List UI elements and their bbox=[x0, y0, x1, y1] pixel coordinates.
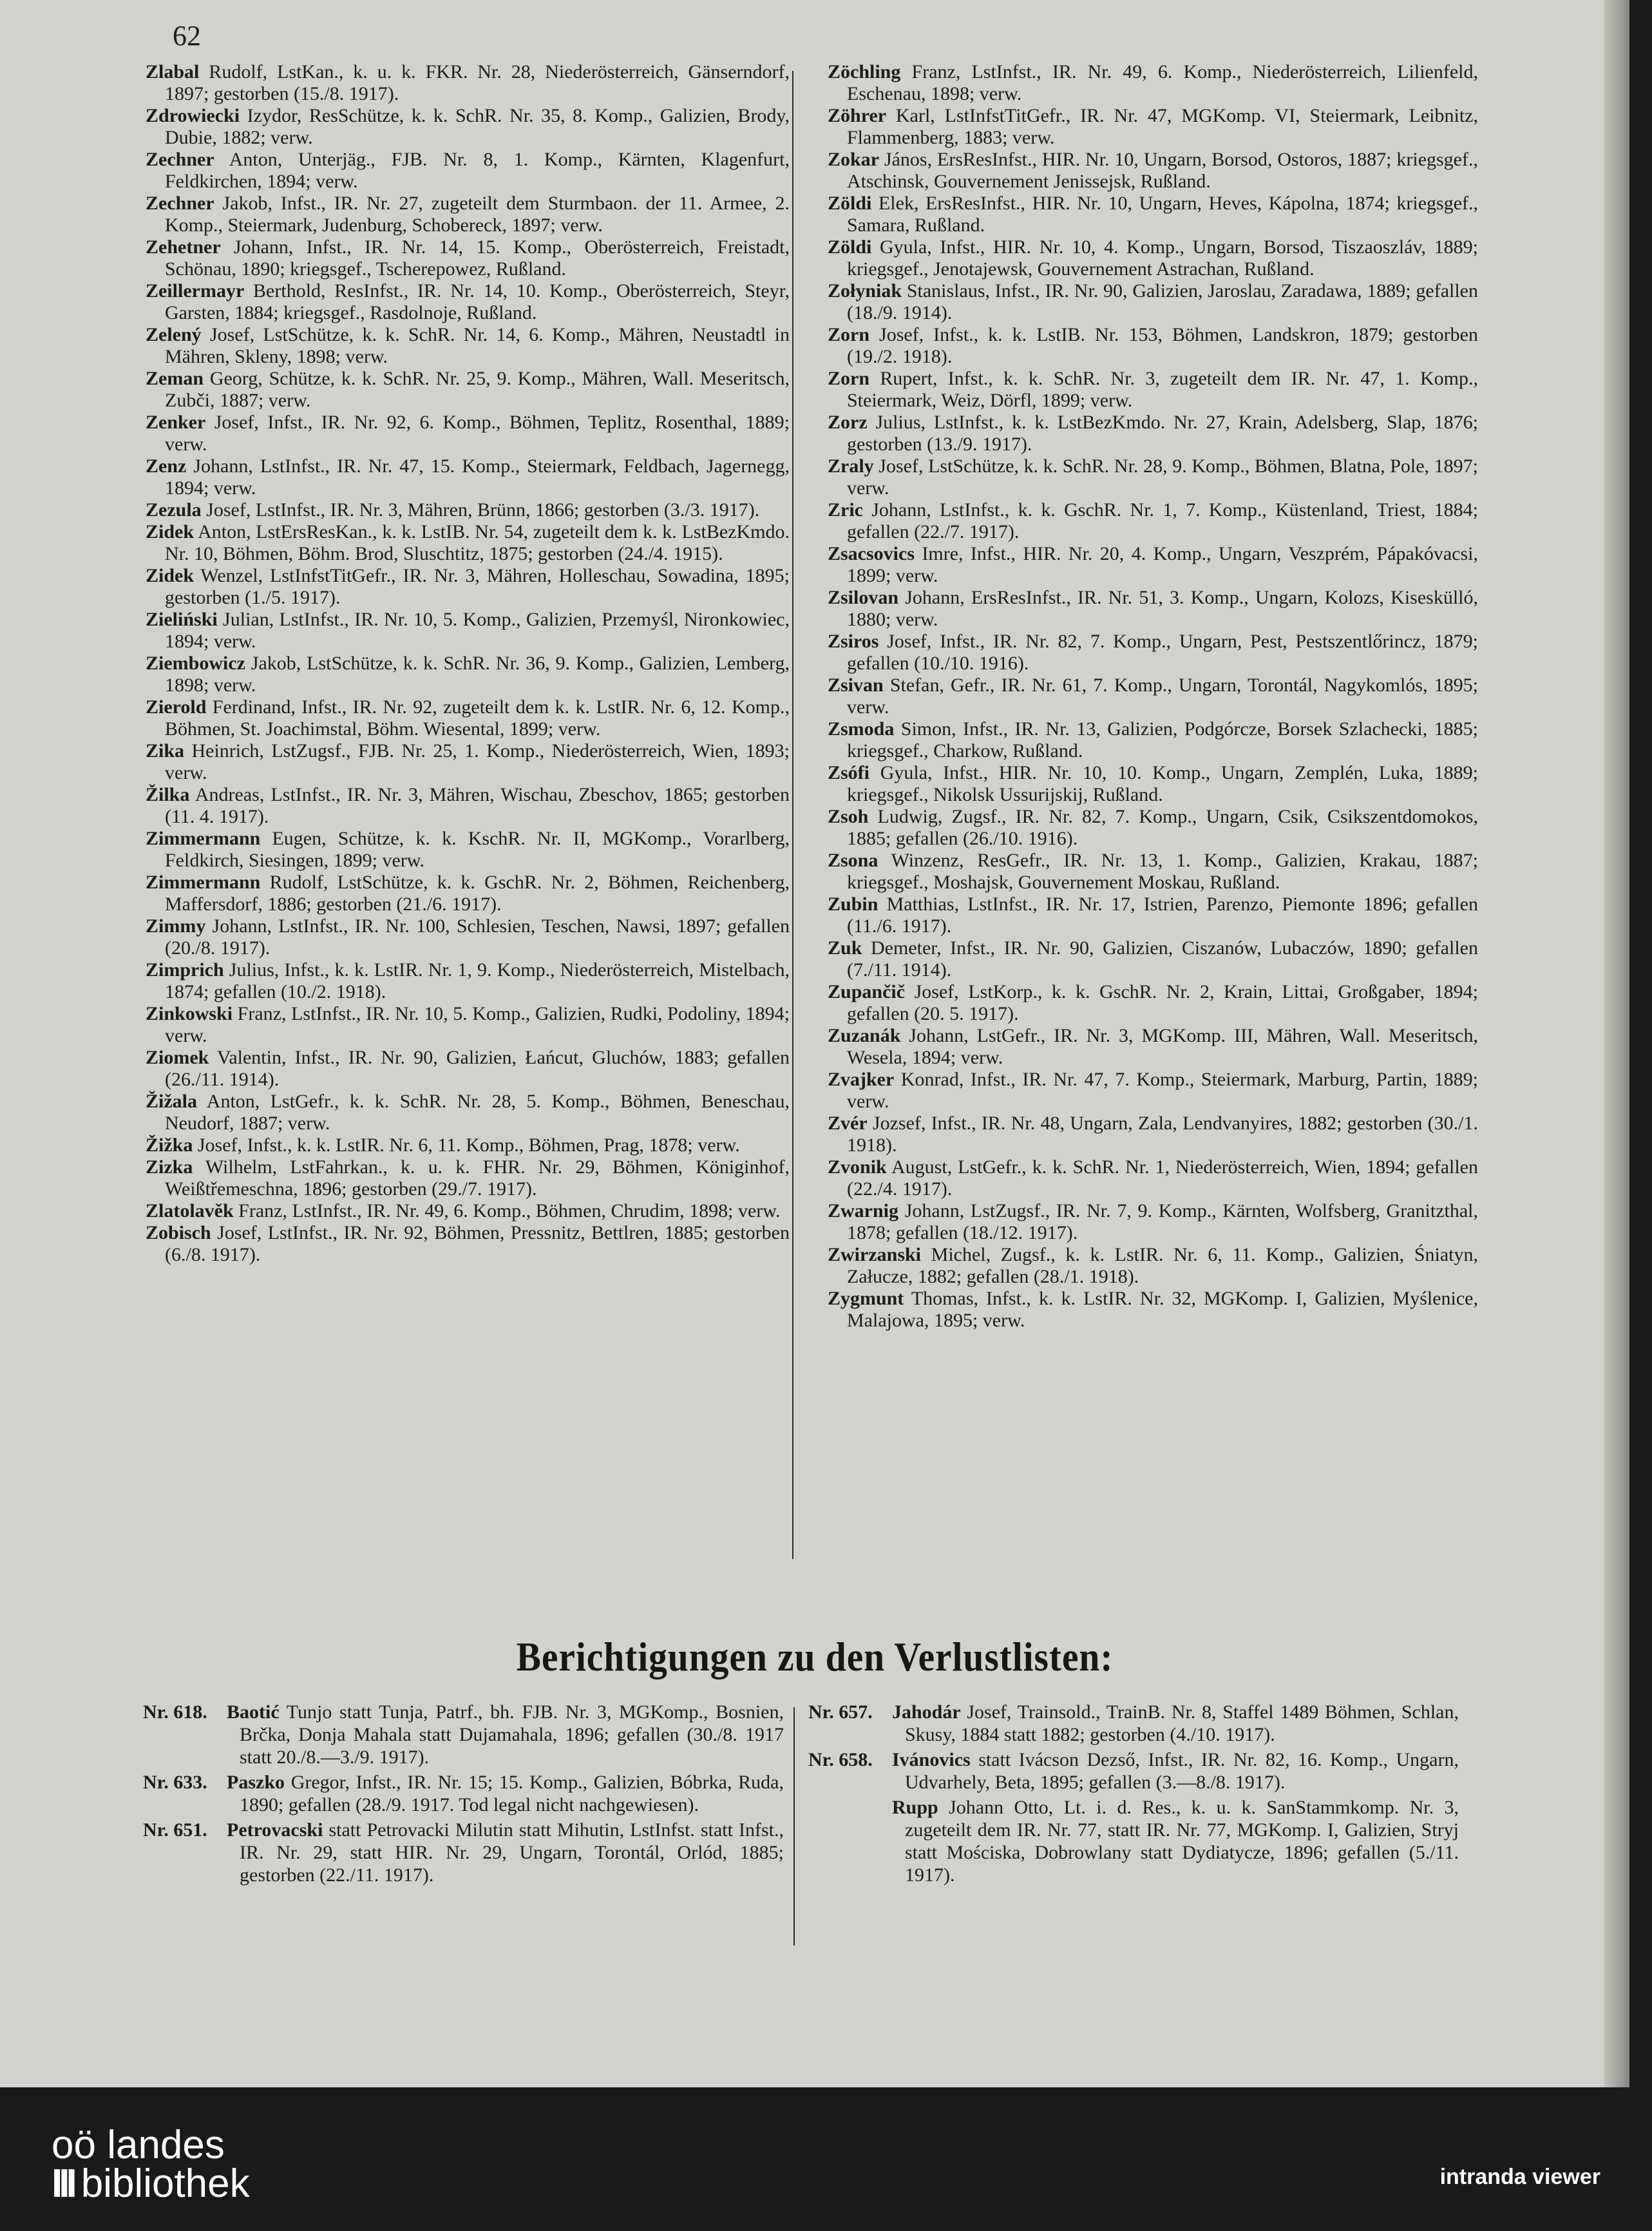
entry-details: Gyula, Infst., HIR. Nr. 10, 10. Komp., Ungarn, Zemplén, Luka, 1889; kriegsgef., Nikolsk Ussurijskij, Rußland. bbox=[847, 762, 1478, 805]
entry-details: Michel, Zugsf., k. k. LstIR. Nr. 6, 11. Komp., Galizien, Śniatyn, Załucze, 1882; gefallen (28./1. 1918). bbox=[847, 1244, 1478, 1287]
entry-surname: Zuk bbox=[828, 937, 862, 959]
entry-details: Gyula, Infst., HIR. Nr. 10, 4. Komp., Ungarn, Borsod, Tiszaoszláv, 1889; kriegsgef., Jenotajewsk, Gouvernement Astrachan, Rußland. bbox=[847, 236, 1478, 280]
list-entry bbox=[146, 1091, 790, 1135]
column-rule bbox=[792, 71, 793, 1559]
entry-surname: Zlatolavěk bbox=[146, 1200, 234, 1221]
entry-details: Johann, LstInfst., IR. Nr. 47, 15. Komp., Steiermark, Feldbach, Jagernegg, 1894; verw. bbox=[165, 455, 790, 499]
entry-surname: Petrovacski bbox=[227, 1819, 323, 1841]
entry-surname: Zöldi bbox=[828, 193, 872, 214]
entry-surname: Zenz bbox=[146, 455, 187, 477]
entry-surname: Zobisch bbox=[146, 1222, 211, 1243]
list-entry bbox=[828, 806, 1478, 850]
entry-surname: Zizka bbox=[146, 1156, 193, 1178]
entry-surname: Zsoh bbox=[828, 806, 869, 827]
entry-details: Franz, LstInfst., IR. Nr. 49, 6. Komp., Böhmen, Chrudim, 1898; verw. bbox=[233, 1200, 781, 1221]
entry-details: Josef, Infst., IR. Nr. 92, 6. Komp., Böhmen, Teplitz, Rosenthal, 1889; verw. bbox=[165, 412, 790, 455]
entry-details: Simon, Infst., IR. Nr. 13, Galizien, Podgórcze, Borsek Szlachecki, 1885; kriegsgef., Charkow, Rußland. bbox=[847, 718, 1478, 761]
list-number: Nr. 651. bbox=[143, 1819, 207, 1841]
list-entry bbox=[146, 280, 790, 324]
entry-surname: Zvér bbox=[828, 1113, 868, 1134]
entry-details: Eugen, Schütze, k. k. KschR. Nr. II, MGKomp., Vorarlberg, Feldkirch, Siesingen, 1899; verw. bbox=[165, 828, 790, 871]
entry-surname: Žilka bbox=[146, 784, 190, 805]
entry-details: Berthold, ResInfst., IR. Nr. 14, 10. Komp., Oberösterreich, Steyr, Garsten, 1884; kriegsgef., Rasdolnoje, Rußland. bbox=[165, 280, 790, 323]
entry-surname: Zimmermann bbox=[146, 828, 261, 849]
entry-details: Josef, LstSchütze, k. k. SchR. Nr. 14, 6. Komp., Mähren, Neustadtl in Mähren, Skleny, 1898; verw. bbox=[165, 324, 790, 367]
entry-details: Anton, LstGefr., k. k. SchR. Nr. 28, 5. Komp., Böhmen, Beneschau, Neudorf, 1887; verw. bbox=[165, 1091, 790, 1134]
list-entry bbox=[828, 543, 1478, 587]
entry-details: Ferdinand, Infst., IR. Nr. 92, zugeteilt dem k. k. LstIR. Nr. 6, 12. Komp., Böhmen, St. Joachimstal, Böhm. Wiesental, 1899; verw. bbox=[165, 696, 790, 740]
entry-details: Johann, LstGefr., IR. Nr. 3, MGKomp. III, Mähren, Wall. Meseritsch, Wesela, 1894; verw. bbox=[847, 1025, 1478, 1068]
entry-details: Konrad, Infst., IR. Nr. 47, 7. Komp., Steiermark, Marburg, Partin, 1889; verw. bbox=[847, 1069, 1478, 1112]
entry-details: Johann, LstInfst., k. k. GschR. Nr. 1, 7. Komp., Küstenland, Triest, 1884; gefallen (22./7. 1917). bbox=[847, 499, 1478, 542]
entry-surname: Zidek bbox=[146, 565, 195, 586]
entry-details: Jakob, Infst., IR. Nr. 27, zugeteilt dem Sturmbaon. der 11. Armee, 2. Komp., Steiermark, Judenburg, Schobereck, 1897; verw. bbox=[165, 193, 790, 236]
entry-surname: Zechner bbox=[146, 193, 214, 214]
entry-surname: Zvonik bbox=[828, 1156, 887, 1178]
entry-surname: Žižala bbox=[146, 1091, 197, 1112]
entry-surname: Paszko bbox=[227, 1772, 285, 1793]
entry-details: August, LstGefr., k. k. SchR. Nr. 1, Niederösterreich, Wien, 1894; gefallen (22./4. 1917). bbox=[847, 1156, 1478, 1200]
list-entry bbox=[146, 455, 790, 499]
list-entry bbox=[828, 499, 1478, 543]
list-entry bbox=[828, 280, 1478, 324]
list-entry bbox=[828, 1288, 1478, 1332]
list-entry bbox=[146, 740, 790, 784]
list-entry bbox=[146, 565, 790, 609]
correction-entry bbox=[143, 1771, 784, 1816]
entry-surname: Zeillermayr bbox=[146, 280, 245, 302]
list-entry bbox=[146, 1003, 790, 1047]
entry-details: statt Ivácson Dezső, Infst., IR. Nr. 82, 16. Komp., Ungarn, Udvarhely, Beta, 1895; gefallen (3.—8./8. 1917). bbox=[905, 1749, 1459, 1793]
list-entry bbox=[828, 937, 1478, 981]
entry-details: Georg, Schütze, k. k. SchR. Nr. 25, 9. Komp., Mähren, Wall. Meseritsch, Zubči, 1887; verw. bbox=[165, 368, 790, 411]
entry-surname: Zsiros bbox=[828, 631, 879, 652]
logo-line-2: bibliothek bbox=[81, 2161, 250, 2206]
list-entry bbox=[828, 1113, 1478, 1156]
entry-details: Matthias, LstInfst., IR. Nr. 17, Istrien, Parenzo, Piemonte 1896; gefallen (11./6. 1917). bbox=[847, 894, 1478, 937]
list-entry bbox=[828, 1200, 1478, 1244]
entry-surname: Zezula bbox=[146, 499, 202, 521]
list-entry bbox=[146, 1135, 790, 1156]
entry-surname: Zdrowiecki bbox=[146, 105, 240, 126]
list-number: Nr. 618. bbox=[143, 1701, 207, 1723]
entry-surname: Zwarnig bbox=[828, 1200, 899, 1221]
list-entry bbox=[146, 828, 790, 872]
entry-details: Johann, LstInfst., IR. Nr. 100, Schlesien, Teschen, Nawsi, 1897; gefallen (20./8. 1917). bbox=[165, 915, 790, 959]
entry-details: Franz, LstInfst., IR. Nr. 10, 5. Komp., Galizien, Rudki, Podoliny, 1894; verw. bbox=[165, 1003, 790, 1046]
list-entry bbox=[828, 324, 1478, 368]
list-entry bbox=[146, 696, 790, 740]
entry-details: Rudolf, LstSchütze, k. k. GschR. Nr. 2, Böhmen, Reichenberg, Maffersdorf, 1886; gestorben (21./6. 1917). bbox=[165, 872, 790, 915]
list-entry bbox=[828, 61, 1478, 105]
entry-surname: Zsivan bbox=[828, 675, 884, 696]
entry-surname: Zorn bbox=[828, 368, 870, 389]
entry-details: Julius, Infst., k. k. LstIR. Nr. 1, 9. Komp., Niederösterreich, Mistelbach, 1874; gefallen (10./2. 1918). bbox=[165, 959, 790, 1002]
entry-details: Ludwig, Zugsf., IR. Nr. 82, 7. Komp., Ungarn, Csik, Csikszentdomokos, 1885; gefallen (26./10. 1916). bbox=[847, 806, 1478, 849]
entry-surname: Zinkowski bbox=[146, 1003, 233, 1024]
list-entry bbox=[146, 1222, 790, 1266]
list-entry bbox=[828, 368, 1478, 412]
entry-surname: Zimmermann bbox=[146, 872, 261, 893]
entry-details: Tunjo statt Tunja, Patrf., bh. FJB. Nr. 3, MGKomp., Bosnien, Brčka, Donja Mahala statt Dujamahala, 1896; gefallen (30./8. 1917 statt 20./8.—3./9. 1917). bbox=[240, 1701, 784, 1768]
list-entry bbox=[146, 236, 790, 280]
entry-surname: Zöhrer bbox=[828, 105, 887, 126]
entry-surname: Zehetner bbox=[146, 236, 221, 258]
list-entry bbox=[828, 193, 1478, 236]
entry-surname: Zric bbox=[828, 499, 863, 521]
entry-details: Josef, LstInfst., IR. Nr. 92, Böhmen, Pressnitz, Bettlren, 1885; gestorben (6./8. 1917). bbox=[165, 1222, 790, 1265]
entry-details: statt Petrovacki Milutin statt Mihutin, LstInfst. statt Infst., IR. Nr. 29, statt HIR. Nr. 29, Ungarn, Torontál, Orlód, 1885; gestorben (22./11. 1917). bbox=[240, 1819, 784, 1886]
viewer-label: intranda viewer bbox=[1439, 2165, 1600, 2189]
entry-details: János, ErsResInfst., HIR. Nr. 10, Ungarn, Borsod, Ostoros, 1887; kriegsgef., Atschinsk, Gouvernement Jenissejsk, Rußland. bbox=[847, 149, 1478, 192]
entry-details: Josef, Infst., k. k. LstIB. Nr. 153, Böhmen, Landskron, 1879; gestorben (19./2. 1918). bbox=[847, 324, 1478, 367]
entry-details: Rupert, Infst., k. k. SchR. Nr. 3, zugeteilt dem IR. Nr. 47, 1. Komp., Steiermark, Weiz, Dörfl, 1899; verw. bbox=[847, 368, 1478, 411]
list-entry bbox=[146, 915, 790, 959]
entry-details: Franz, LstInfst., IR. Nr. 49, 6. Komp., Niederösterreich, Lilienfeld, Eschenau, 1898; verw. bbox=[847, 61, 1478, 104]
correction-entry bbox=[808, 1701, 1459, 1746]
list-entry bbox=[146, 784, 790, 828]
corrections-left-column bbox=[143, 1701, 784, 1889]
entry-surname: Zygmunt bbox=[828, 1288, 904, 1309]
entry-surname: Ivánovics bbox=[892, 1749, 971, 1770]
list-entry bbox=[146, 499, 790, 521]
entry-surname: Zierold bbox=[146, 696, 207, 718]
entry-surname: Zvajker bbox=[828, 1069, 895, 1090]
entry-details: Julius, LstInfst., k. k. LstBezKmdo. Nr. 27, Krain, Adelsberg, Slap, 1876; gestorben (13./9. 1917). bbox=[847, 412, 1478, 455]
list-entry bbox=[146, 1047, 790, 1091]
entry-surname: Zsmoda bbox=[828, 718, 895, 740]
entry-details: Josef, LstKorp., k. k. GschR. Nr. 2, Krain, Littai, Großgaber, 1894; gefallen (20. 5. 1917). bbox=[847, 981, 1478, 1024]
entry-surname: Žižka bbox=[146, 1135, 193, 1156]
entry-surname: Zenker bbox=[146, 412, 206, 433]
library-logo[interactable] bbox=[52, 2123, 250, 2206]
entry-details: Stefan, Gefr., IR. Nr. 61, 7. Komp., Ungarn, Torontál, Nagykomlós, 1895; verw. bbox=[847, 675, 1478, 718]
entry-details: Julian, LstInfst., IR. Nr. 10, 5. Komp., Galizien, Przemyśl, Nironkowiec, 1894; verw. bbox=[165, 609, 790, 652]
entry-surname: Zidek bbox=[146, 521, 195, 542]
entry-details: Johann, ErsResInfst., IR. Nr. 51, 3. Komp., Ungarn, Kolozs, Kiseskülló, 1880; verw. bbox=[847, 587, 1478, 630]
entry-details: Jakob, LstSchütze, k. k. SchR. Nr. 36, 9. Komp., Galizien, Lemberg, 1898; verw. bbox=[165, 653, 790, 696]
logo-line-1: oö landes bbox=[52, 2123, 225, 2167]
entry-details: Andreas, LstInfst., IR. Nr. 3, Mähren, Wischau, Zbeschov, 1865; gestorben (11. 4. 1917). bbox=[165, 784, 790, 827]
list-entry bbox=[828, 850, 1478, 894]
list-entry bbox=[828, 149, 1478, 193]
entry-details: Heinrich, LstZugsf., FJB. Nr. 25, 1. Komp., Niederösterreich, Wien, 1893; verw. bbox=[165, 740, 790, 783]
list-entry bbox=[828, 1244, 1478, 1288]
list-entry bbox=[828, 412, 1478, 455]
entry-details: Gregor, Infst., IR. Nr. 15; 15. Komp., Galizien, Bóbrka, Ruda, 1890; gefallen (28./9. 1917. Tod legal nicht nachgewiesen). bbox=[240, 1772, 784, 1815]
entry-details: Winzenz, ResGefr., IR. Nr. 13, 1. Komp., Galizien, Krakau, 1887; kriegsgef., Moshajsk, Gouvernement Moskau, Rußland. bbox=[847, 850, 1478, 893]
list-entry bbox=[146, 149, 790, 193]
entry-details: Anton, Unterjäg., FJB. Nr. 8, 1. Komp., Kärnten, Klagenfurt, Feldkirchen, 1894; verw. bbox=[165, 149, 790, 192]
entry-details: Anton, LstErsResKan., k. k. LstIB. Nr. 54, zugeteilt dem k. k. LstBezKmdo. Nr. 10, Böhmen, Böhm. Brod, Sluschtitz, 1875; gestorben (24./4. 1915). bbox=[165, 521, 790, 564]
list-entry bbox=[146, 1156, 790, 1200]
list-entry bbox=[828, 236, 1478, 280]
entry-details: Thomas, Infst., k. k. LstIR. Nr. 32, MGKomp. I, Galizien, Myślenice, Malajowa, 1895; verw. bbox=[847, 1288, 1478, 1331]
entry-surname: Zorn bbox=[828, 324, 870, 345]
list-number: Nr. 658. bbox=[808, 1749, 873, 1770]
entry-details: Wilhelm, LstFahrkan., k. u. k. FHR. Nr. 29, Böhmen, Königinhof, Weißtřemeschna, 1896; gestorben (29./7. 1917). bbox=[165, 1156, 790, 1200]
entry-surname: Zelený bbox=[146, 324, 202, 345]
list-entry bbox=[828, 631, 1478, 675]
entry-details: Karl, LstInfstTitGefr., IR. Nr. 47, MGKomp. VI, Steiermark, Leibnitz, Flammenberg, 1883; verw. bbox=[847, 105, 1478, 148]
entry-surname: Ziomek bbox=[146, 1047, 209, 1068]
list-entry bbox=[828, 1156, 1478, 1200]
correction-entry bbox=[808, 1796, 1459, 1886]
entry-details: Josef, Infst., IR. Nr. 82, 7. Komp., Ungarn, Pest, Pestszentlőrincz, 1879; gefallen (10./10. 1916). bbox=[847, 631, 1478, 674]
list-entry bbox=[828, 762, 1478, 806]
list-entry bbox=[146, 521, 790, 565]
entry-details: Wenzel, LstInfstTitGefr., IR. Nr. 3, Mähren, Holleschau, Sowadina, 1895; gestorben (1./5. 1917). bbox=[165, 565, 790, 608]
entry-surname: Ziembowicz bbox=[146, 653, 245, 674]
entry-details: Johann, LstZugsf., IR. Nr. 7, 9. Komp., Kärnten, Wolfsberg, Granitzthal, 1878; gefallen (18./12. 1917). bbox=[847, 1200, 1478, 1243]
entry-details: Rudolf, LstKan., k. u. k. FKR. Nr. 28, Niederösterreich, Gänserndorf, 1897; gestorben (15./8. 1917). bbox=[165, 61, 790, 104]
correction-entry bbox=[143, 1701, 784, 1768]
list-entry bbox=[828, 105, 1478, 149]
entry-surname: Zsófi bbox=[828, 762, 870, 783]
entry-surname: Zlabal bbox=[146, 61, 200, 82]
entry-details: Elek, ErsResInfst., HIR. Nr. 10, Ungarn, Heves, Kápolna, 1874; kriegsgef., Samara, Rußland. bbox=[847, 193, 1478, 236]
entry-surname: Zokar bbox=[828, 149, 880, 170]
list-entry bbox=[146, 105, 790, 149]
entry-details: Jozsef, Infst., IR. Nr. 48, Ungarn, Zala, Lendvanyires, 1882; gestorben (30./1. 1918). bbox=[847, 1113, 1478, 1156]
list-number: Nr. 633. bbox=[143, 1772, 207, 1793]
entry-surname: Zsilovan bbox=[828, 587, 899, 608]
list-entry bbox=[828, 718, 1478, 762]
entry-surname: Rupp bbox=[892, 1797, 938, 1818]
entry-surname: Zimmy bbox=[146, 915, 206, 937]
entry-details: Valentin, Infst., IR. Nr. 90, Galizien, Łańcut, Gluchów, 1883; gefallen (26./11. 1914). bbox=[165, 1047, 790, 1090]
list-entry bbox=[828, 981, 1478, 1025]
entry-surname: Zechner bbox=[146, 149, 214, 170]
list-entry bbox=[146, 1200, 790, 1222]
entry-surname: Zsacsovics bbox=[828, 543, 915, 564]
list-entry bbox=[146, 368, 790, 412]
list-entry bbox=[828, 587, 1478, 631]
entry-details: Josef, LstInfst., IR. Nr. 3, Mähren, Brünn, 1866; gestorben (3./3. 1917). bbox=[201, 499, 760, 521]
entry-details: Izydor, ResSchütze, k. k. SchR. Nr. 35, 8. Komp., Galizien, Brody, Dubie, 1882; verw. bbox=[165, 105, 790, 148]
entry-surname: Zorz bbox=[828, 412, 868, 433]
list-entry bbox=[146, 959, 790, 1003]
entry-surname: Zimprich bbox=[146, 959, 224, 981]
entry-details: Josef, Infst., k. k. LstIR. Nr. 6, 11. Komp., Böhmen, Prag, 1878; verw. bbox=[193, 1135, 740, 1156]
entry-surname: Zołyniak bbox=[828, 280, 902, 302]
entry-surname: Zieliński bbox=[146, 609, 218, 630]
entry-surname: Baotić bbox=[227, 1701, 280, 1723]
logo-bars-icon: III bbox=[52, 2161, 73, 2206]
entry-surname: Zöchling bbox=[828, 61, 901, 82]
list-entry bbox=[146, 61, 790, 105]
entry-surname: Jahodár bbox=[892, 1701, 961, 1723]
entry-surname: Zsona bbox=[828, 850, 878, 871]
entry-details: Josef, Trainsold., TrainB. Nr. 8, Staffel 1489 Böhmen, Schlan, Skusy, 1884 statt 1882; gestorben (4./10. 1917). bbox=[905, 1701, 1459, 1745]
list-entry bbox=[828, 1025, 1478, 1069]
list-entry bbox=[146, 193, 790, 236]
corrections-column-rule bbox=[793, 1707, 795, 1946]
entry-details: Imre, Infst., HIR. Nr. 20, 4. Komp., Ungarn, Veszprém, Pápakóvacsi, 1899; verw. bbox=[847, 543, 1478, 586]
entry-details: Demeter, Infst., IR. Nr. 90, Galizien, Ciszanów, Lubaczów, 1890; gefallen (7./11. 1914). bbox=[847, 937, 1478, 981]
entry-surname: Zika bbox=[146, 740, 185, 761]
entry-surname: Zubin bbox=[828, 894, 878, 915]
entry-details: Johann Otto, Lt. i. d. Res., k. u. k. SanStammkomp. Nr. 3, zugeteilt dem IR. Nr. 77, statt IR. Nr. 77, MGKomp. I, Galizien, Stryj statt Mościska, Dobrowlany statt Dydiatycze, 1896; gefallen (5./11. 1917). bbox=[905, 1797, 1459, 1886]
page-edge bbox=[1604, 0, 1629, 2087]
correction-entry bbox=[808, 1748, 1459, 1794]
list-entry bbox=[828, 894, 1478, 937]
page-number: 62 bbox=[173, 20, 201, 52]
entry-surname: Zeman bbox=[146, 368, 204, 389]
correction-entry bbox=[143, 1819, 784, 1886]
entry-surname: Zöldi bbox=[828, 236, 872, 258]
list-entry bbox=[146, 609, 790, 653]
entry-surname: Zuzanák bbox=[828, 1025, 901, 1046]
entry-surname: Zwirzanski bbox=[828, 1244, 922, 1265]
list-number: Nr. 657. bbox=[808, 1701, 873, 1723]
left-column bbox=[146, 61, 790, 1266]
corrections-heading: Berichtigungen zu den Verlustlisten: bbox=[516, 1634, 1114, 1680]
entry-details: Josef, LstSchütze, k. k. SchR. Nr. 28, 9. Komp., Böhmen, Blatna, Pole, 1897; verw. bbox=[847, 455, 1478, 499]
entry-details: Johann, Infst., IR. Nr. 14, 15. Komp., Oberösterreich, Freistadt, Schönau, 1890; kriegsgef., Tscherepowez, Rußland. bbox=[165, 236, 790, 280]
list-entry bbox=[146, 872, 790, 915]
list-entry bbox=[146, 412, 790, 455]
entry-surname: Zupančič bbox=[828, 981, 906, 1002]
list-entry bbox=[146, 653, 790, 696]
list-entry bbox=[146, 324, 790, 368]
right-column bbox=[828, 61, 1478, 1332]
entry-surname: Zraly bbox=[828, 455, 874, 477]
corrections-right-column bbox=[808, 1701, 1459, 1889]
list-entry bbox=[828, 1069, 1478, 1113]
entry-details: Stanislaus, Infst., IR. Nr. 90, Galizien, Jaroslau, Zaradawa, 1889; gefallen (18./9. 1914). bbox=[847, 280, 1478, 323]
list-entry bbox=[828, 675, 1478, 718]
list-entry bbox=[828, 455, 1478, 499]
